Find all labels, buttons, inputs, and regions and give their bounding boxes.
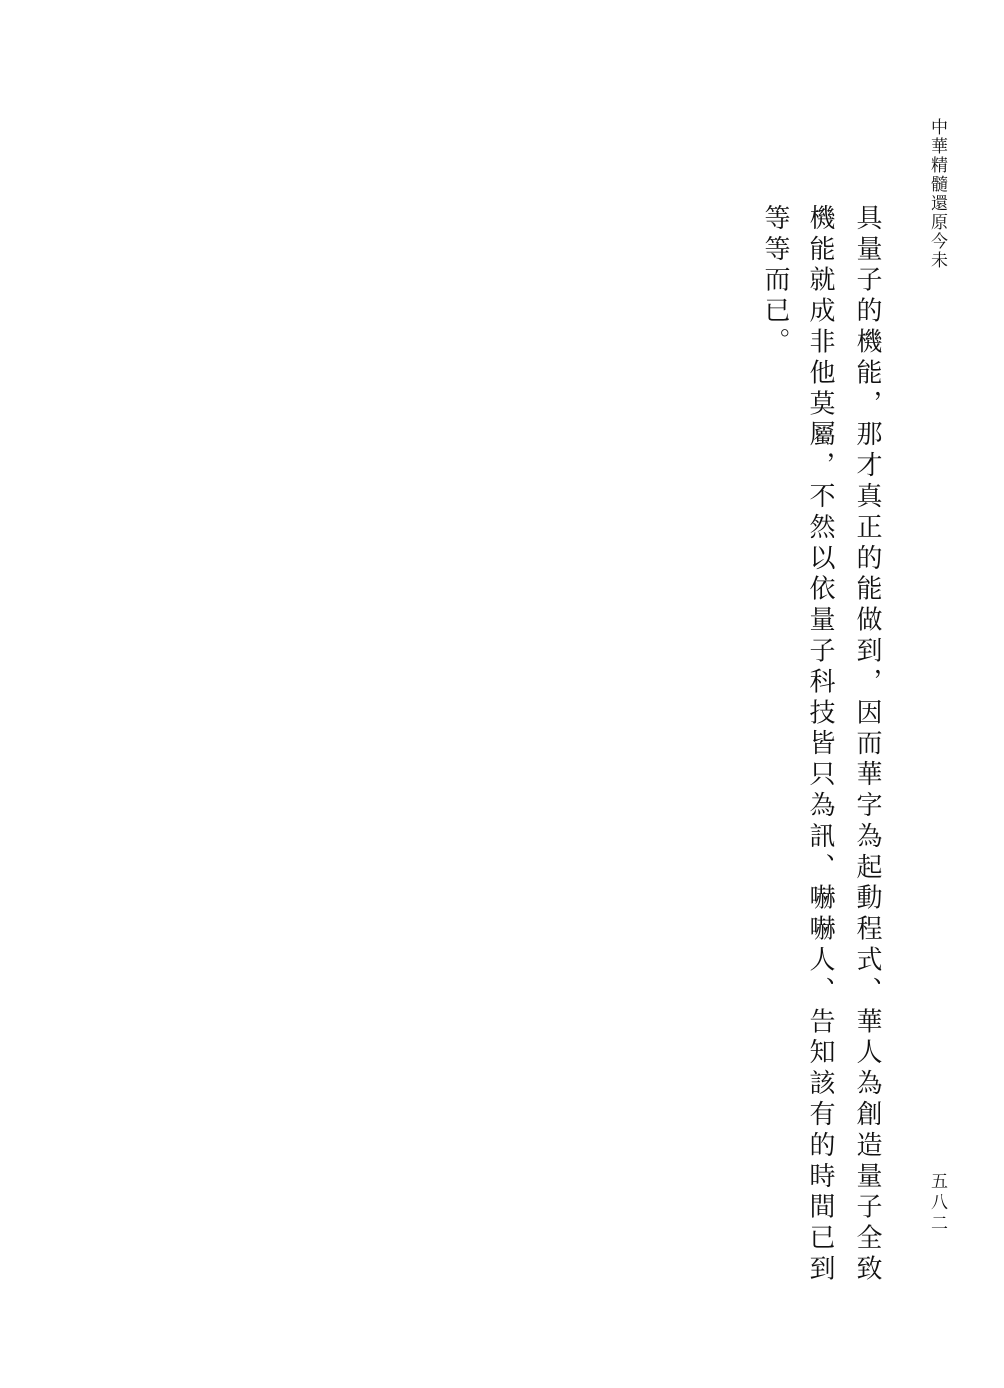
running-header-title: 中華精髓還原今未 (927, 118, 947, 270)
page-number: 五八二 (927, 1172, 947, 1235)
body-text-column-1: 具量子的機能，那才真正的能做到，因而華字為起動程式、華人為創造量子全致 (852, 204, 882, 1286)
body-text-column-3: 等等而已。 (760, 204, 790, 359)
body-text-column-2: 機能就成非他莫屬，不然以依量子科技皆只為訊、嚇嚇人、告知該有的時間已到 (805, 204, 835, 1286)
